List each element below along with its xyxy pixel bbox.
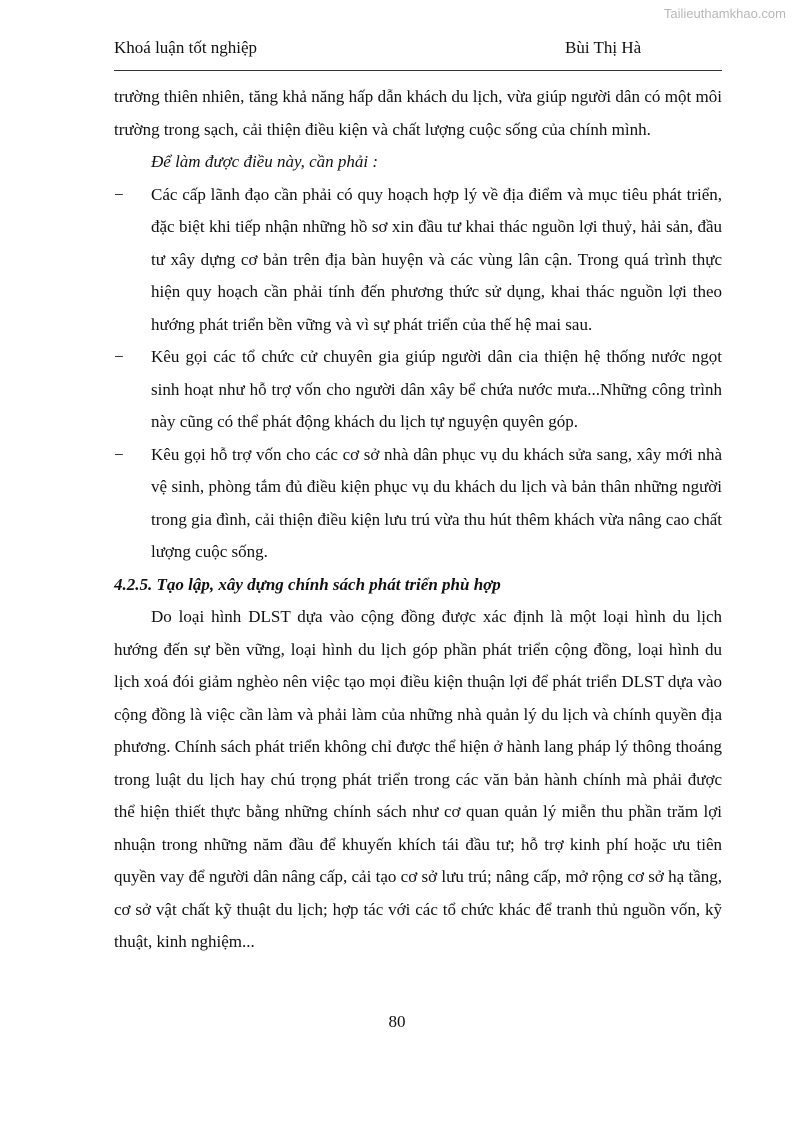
page-header <box>114 38 722 71</box>
bullet-dash: − <box>114 347 124 366</box>
list-item-text: Kêu gọi các tổ chức cử chuyên gia giúp người dân cia thiện hệ thống nước ngọt sinh hoạt như hỗ trợ vốn cho người dân xây bể chứa nước mưa...Những công trình này cũng có thể phát động khách du lịch tự nguyện quyên góp. <box>151 347 722 431</box>
list-item-text: Kêu gọi hỗ trợ vốn cho các cơ sở nhà dân phục vụ du khách sửa sang, xây mới nhà vệ sinh, phòng tắm đủ điều kiện phục vụ du khách du lịch và bản thân những người trong gia đình, cải thiện điều kiện lưu trú vừa thu hút thêm khách vừa nâng cao chất lượng cuộc sống. <box>151 444 722 561</box>
list-item <box>114 341 722 439</box>
paragraph-lead-in: Để làm được điều này, cần phải : <box>151 152 379 171</box>
header-author: Bùi Thị Hà <box>565 38 642 57</box>
list-item-text: Các cấp lãnh đạo cần phải có quy hoạch hợp lý về địa điểm và mục tiêu phát triển, đặc biệt khi tiếp nhận những hồ sơ xin đầu tư khai thác nguồn lợi thuỷ, hải sản, đầu tư xây dựng cơ bản trên địa bàn huyện và các vùng lân cận. Trong quá trình thực hiện quy hoạch cần phải tính đến phương thức sử dụng, khai thác nguồn lợi theo hướng phát triển bền vững và vì sự phát triển của thế hệ mai sau. <box>151 184 722 334</box>
list-item <box>114 179 722 342</box>
paragraph-continuation: trường thiên nhiên, tăng khả năng hấp dẫn khách du lịch, vừa giúp người dân có một môi trường trong sạch, cải thiện điều kiện và chất lượng cuộc sống của chính mình. <box>114 87 722 139</box>
bullet-dash: − <box>114 444 124 464</box>
section-heading: 4.2.5. Tạo lập, xây dựng chính sách phát triển phù hợp <box>114 574 501 594</box>
bullet-dash: − <box>114 184 124 204</box>
paragraph-body: Do loại hình DLST dựa vào cộng đồng được xác định là một loại hình du lịch hướng đến sự bền vững, loại hình du lịch góp phần phát triển cộng đồng, loại hình du lịch xoá đói giảm nghèo nên việc tạo mọi điều kiện thuận lợi để phát triển DLST dựa vào cộng đồng là việc cần làm và phải làm của những nhà quản lý du lịch và chính quyền địa phương. Chính sách phát triển không chỉ được thể hiện ở hành lang pháp lý thông thoáng trong luật du lịch hay chú trọng phát triển trong các văn bản hành chính mà phải được thể hiện thiết thực bằng những chính sách như cơ quan quản lý miễn thu phần trăm lợi nhuận trong những năm đầu để khuyến khích tái đầu tư; hỗ trợ kinh phí hoặc ưu tiên quyền vay để người dân nâng cấp, cải tạo cơ sở lưu trú; nâng cấp, mở rộng cơ sở hạ tầng, cơ sở vật chất kỹ thuật du lịch; hợp tác với các tổ chức khác để tranh thủ nguồn vốn, kỹ thuật, kinh nghiệm... <box>114 607 722 951</box>
header-thesis-title: Khoá luận tốt nghiệp <box>114 38 258 57</box>
page-number: 80 <box>388 1012 406 1031</box>
list-item <box>114 439 722 569</box>
page-content <box>114 81 722 959</box>
watermark: Tailieuthamkhao.com <box>663 6 786 21</box>
